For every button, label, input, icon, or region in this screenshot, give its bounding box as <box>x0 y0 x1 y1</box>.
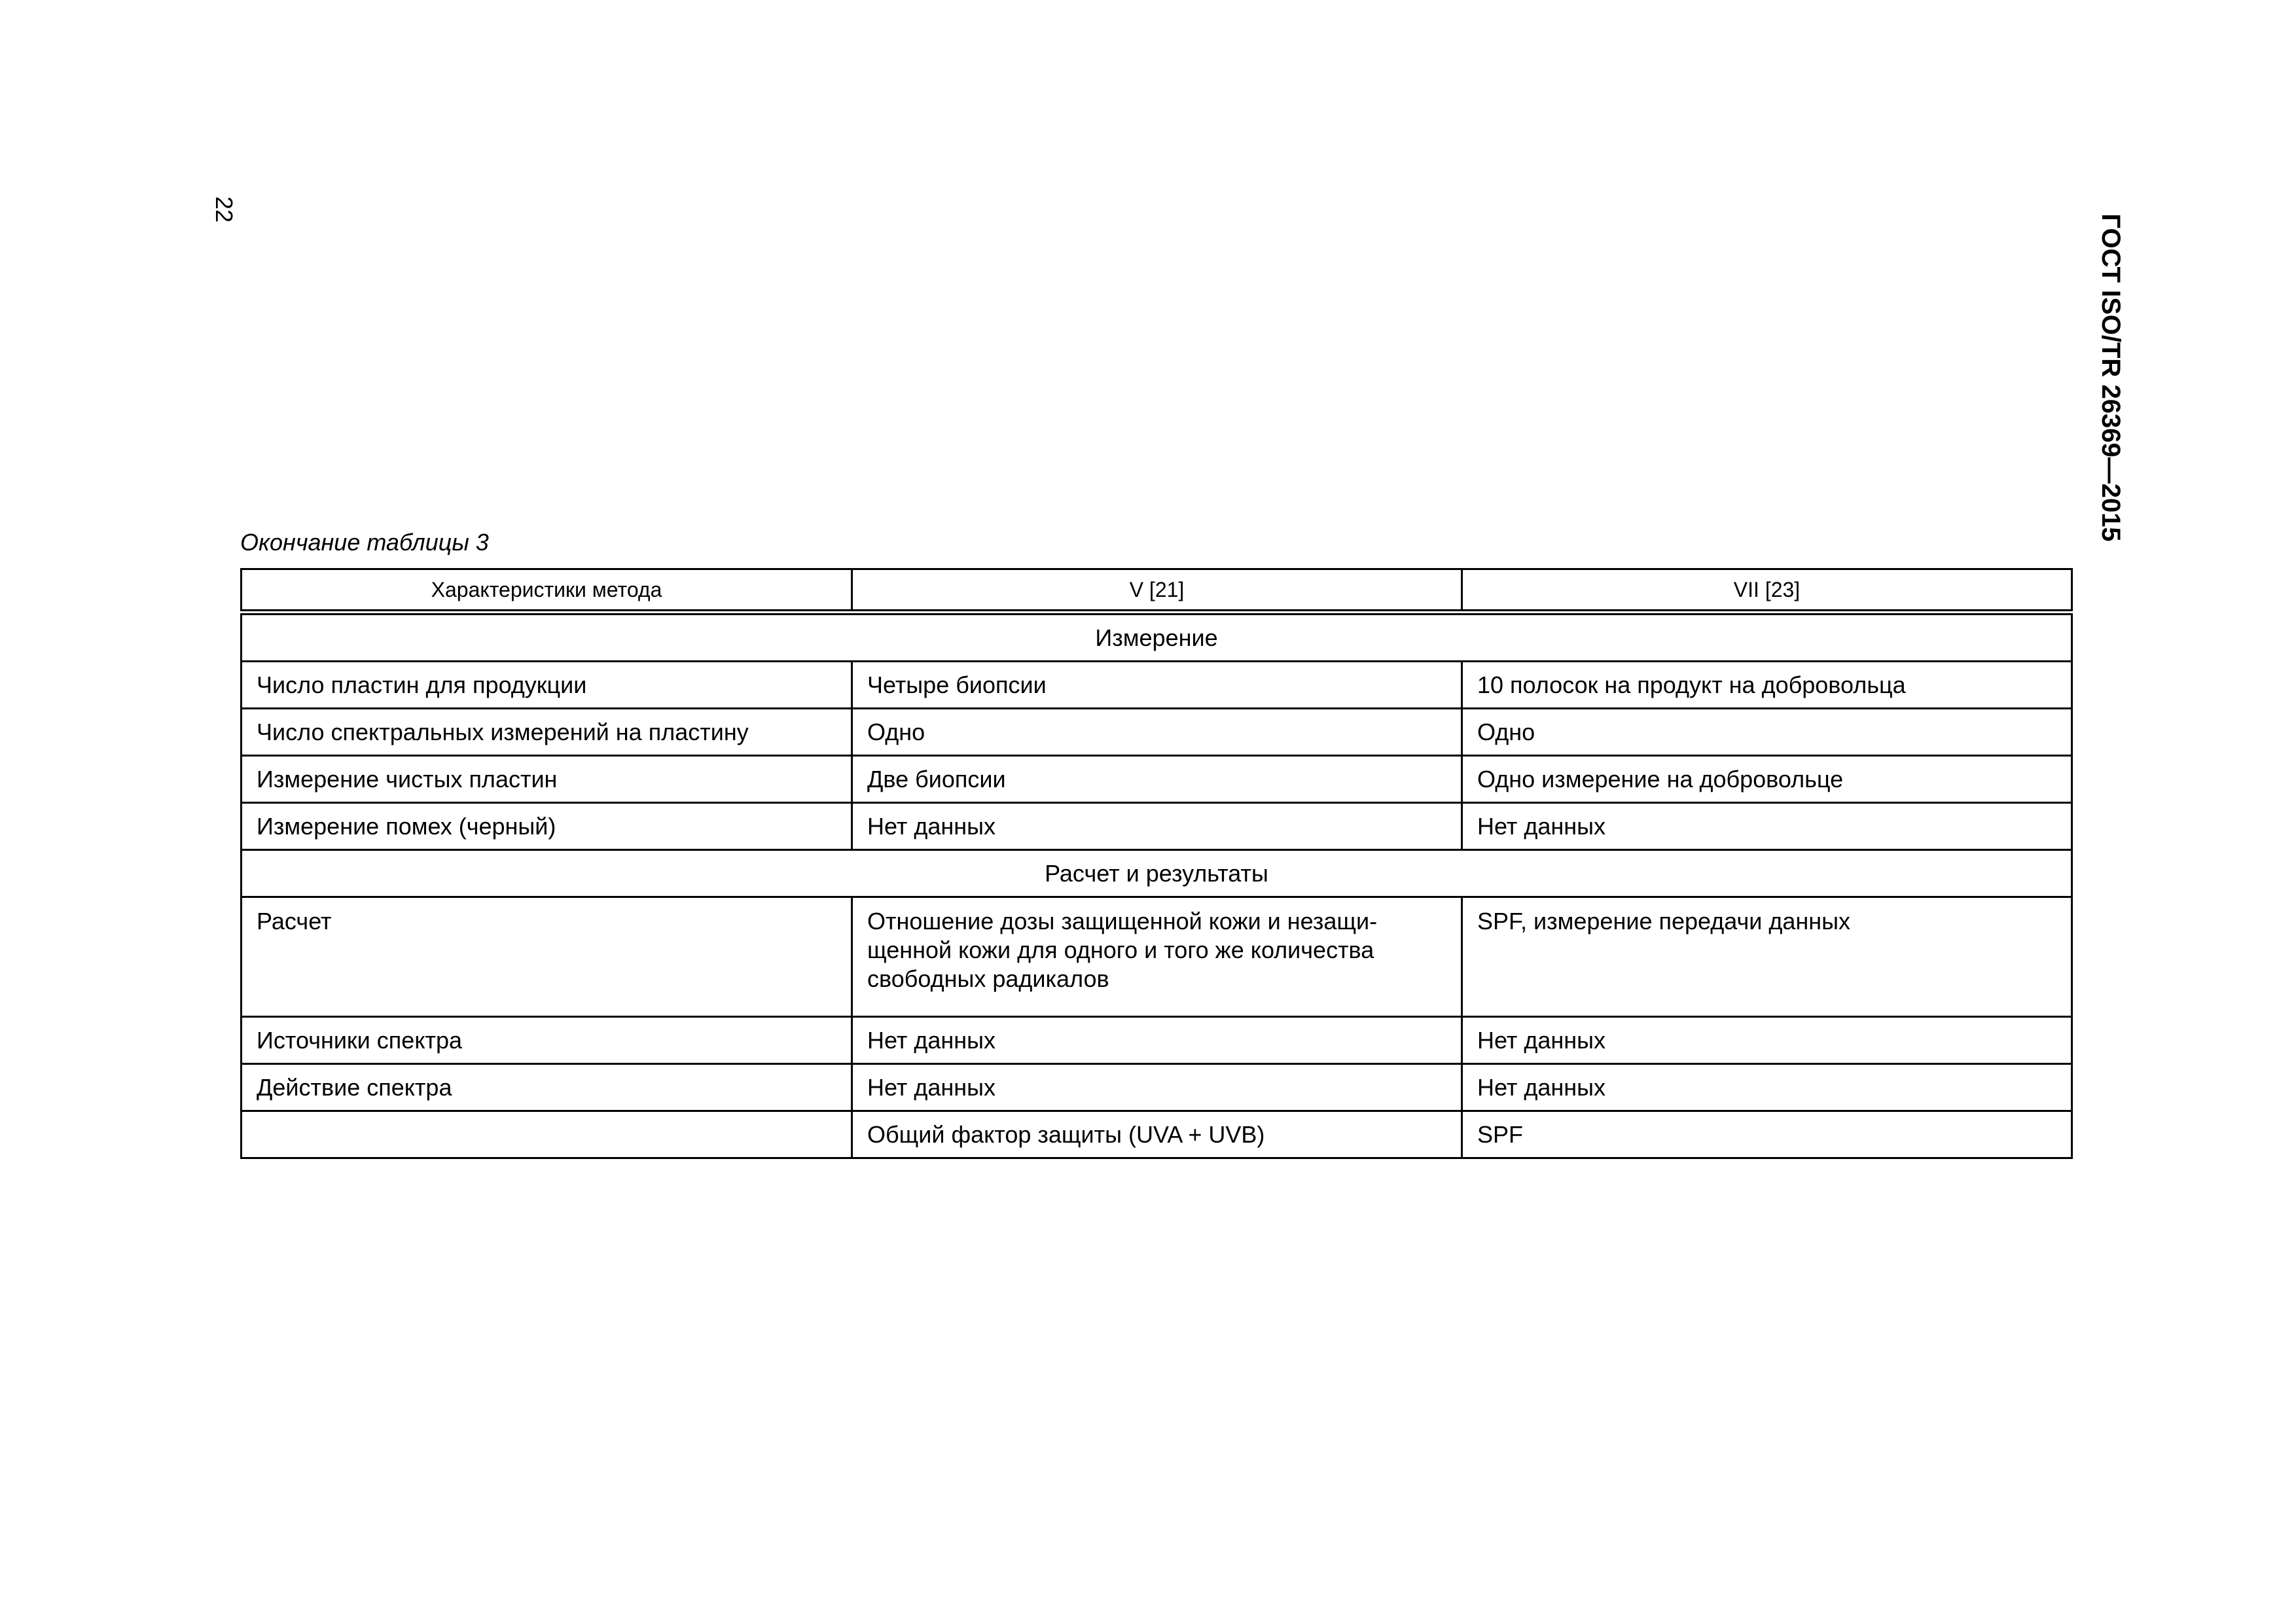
table-row <box>242 897 2072 1017</box>
table-cell: SPF, измерение передачи данных <box>1462 897 2072 1017</box>
section-title: Измерение <box>242 613 2072 662</box>
column-header-vii23: VII [23] <box>1462 569 2072 613</box>
table-row <box>242 803 2072 850</box>
table-row <box>242 1017 2072 1064</box>
table-cell: Четыре биопсии <box>852 662 1462 709</box>
table-cell: Нет данных <box>852 1064 1462 1111</box>
column-header-v21: V [21] <box>852 569 1462 613</box>
table-cell: Одно измерение на добровольце <box>1462 756 2072 803</box>
table-row <box>242 662 2072 709</box>
table-cell: Нет данных <box>1462 1064 2072 1111</box>
table-cell: Измерение помех (черный) <box>242 803 852 850</box>
table-cell: 10 полосок на продукт на добровольца <box>1462 662 2072 709</box>
table-cell: Расчет <box>242 897 852 1017</box>
column-header-characteristics: Характеристики метода <box>242 569 852 613</box>
table-cell: Одно <box>852 709 1462 756</box>
table-cell: Две биопсии <box>852 756 1462 803</box>
document-code: ГОСТ ISO/TR 26369—2015 <box>2096 213 2126 542</box>
page-number: 22 <box>211 196 238 223</box>
table-cell: Нет данных <box>1462 803 2072 850</box>
table-cell: SPF <box>1462 1111 2072 1158</box>
table-row <box>242 1111 2072 1158</box>
method-characteristics-table <box>240 568 2073 1159</box>
table-cell: Источники спектра <box>242 1017 852 1064</box>
table-cell: Число пластин для продукции <box>242 662 852 709</box>
table-header-row <box>242 569 2072 613</box>
table-cell: Измерение чистых пластин <box>242 756 852 803</box>
table-cell <box>242 1111 852 1158</box>
table-cell: Одно <box>1462 709 2072 756</box>
table-cell: Нет данных <box>852 803 1462 850</box>
table-cell: Действие спектра <box>242 1064 852 1111</box>
section-row-calculation <box>242 850 2072 897</box>
table-cell: Нет данных <box>852 1017 1462 1064</box>
table-cell: Число спектральных измерений на пластину <box>242 709 852 756</box>
table-cell: Нет данных <box>1462 1017 2072 1064</box>
section-row-measurement <box>242 613 2072 662</box>
table-row <box>242 709 2072 756</box>
table-caption: Окончание таблицы 3 <box>240 529 489 556</box>
section-title: Расчет и результаты <box>242 850 2072 897</box>
table-row <box>242 1064 2072 1111</box>
table-row <box>242 756 2072 803</box>
table-cell: Отношение дозы защищенной кожи и незащи- щенной кожи для одного и того же количества свободных радикалов <box>852 897 1462 1017</box>
table-cell: Общий фактор защиты (UVA + UVB) <box>852 1111 1462 1158</box>
